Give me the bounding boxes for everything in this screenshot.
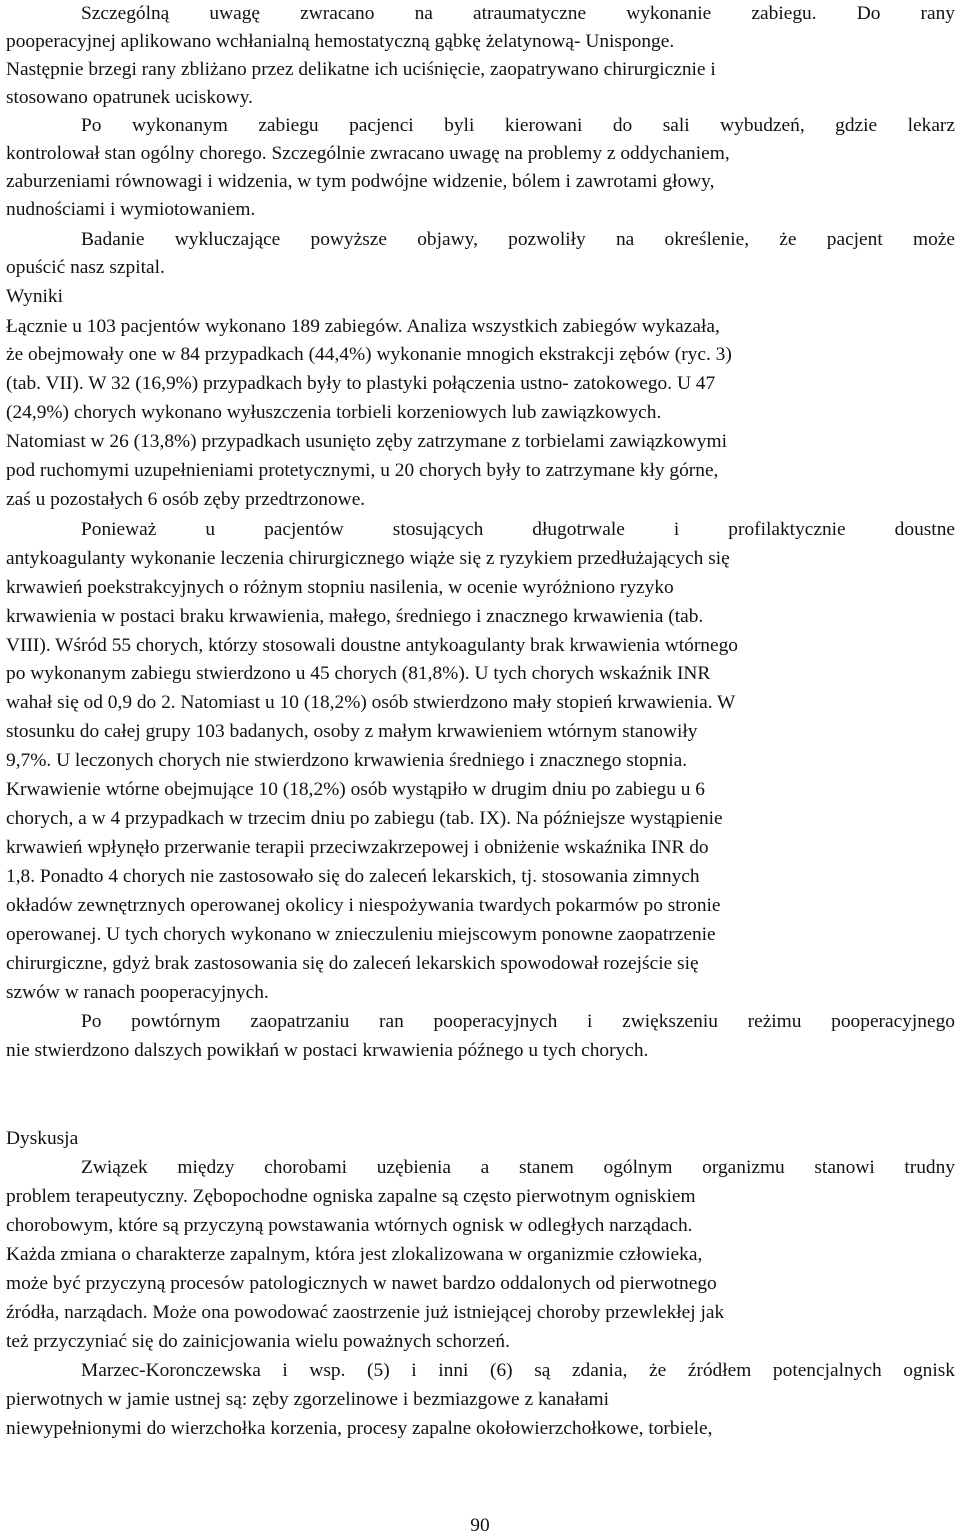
text-line: Po powtórnym zaopatrzaniu ran pooperacyjnych i zwiększeniu reżimu pooperacyjnego (81, 1011, 955, 1032)
text-line: Następnie brzegi rany zbliżano przez delikatne ich uciśnięcie, zaopatrywano chirurgicznie i (6, 59, 716, 80)
text-line: Ponieważ u pacjentów stosujących długotrwale i profilaktycznie doustne (81, 519, 955, 540)
text-line: może być przyczyną procesów patologicznych w nawet bardzo oddalonych od pierwotnego (6, 1273, 717, 1294)
text-line: że obejmowały one w 84 przypadkach (44,4%) wykonanie mnogich ekstrakcji zębów (ryc. 3) (6, 344, 732, 365)
text-line: po wykonanym zabiegu stwierdzono u 45 chorych (81,8%). U tych chorych wskaźnik INR (6, 663, 711, 684)
text-line: zaburzeniami równowagi i widzenia, w tym podwójne widzenie, bólem i zawrotami głowy, (6, 171, 715, 192)
text-line: VIII). Wśród 55 chorych, którzy stosowali doustne antykoagulanty brak krwawienia wtórnego (6, 635, 738, 656)
text-line: kontrolował stan ogólny chorego. Szczególnie zwracano uwagę na problemy z oddychaniem, (6, 143, 730, 164)
text-line: okładów zewnętrznych operowanej okolicy i niespożywania twardych pokarmów po stronie (6, 895, 721, 916)
text-line: nie stwierdzono dalszych powikłań w postaci krwawienia późnego u tych chorych. (6, 1040, 649, 1061)
text-line: Szczególną uwagę zwracano na atraumatyczne wykonanie zabiegu. Do rany (81, 3, 955, 24)
text-line: chorobowym, które są przyczyną powstawania wtórnych ognisk w odległych narządach. (6, 1215, 693, 1236)
text-line: 1,8. Ponadto 4 chorych nie zastosowało się do zaleceń lekarskich, tj. stosowania zimnych (6, 866, 700, 887)
text-line: operowanej. U tych chorych wykonano w znieczuleniu miejscowym ponowne zaopatrzenie (6, 924, 716, 945)
section-heading: Wyniki (6, 286, 63, 307)
text-line: Krwawienie wtórne obejmujące 10 (18,2%) osób wystąpiło w drugim dniu po zabiegu u 6 (6, 779, 705, 800)
text-line: pooperacyjnej aplikowano wchłanialną hemostatyczną gąbkę żelatynową- Unisponge. (6, 31, 675, 52)
text-line: wahał się od 0,9 do 2. Natomiast u 10 (18,2%) osób stwierdzono mały stopień krwawienia. W (6, 692, 736, 713)
text-line: zaś u pozostałych 6 osób zęby przedtrzonowe. (6, 489, 366, 510)
text-line: Łącznie u 103 pacjentów wykonano 189 zabiegów. Analiza wszystkich zabiegów wykazała, (6, 316, 720, 337)
text-line: pod ruchomymi uzupełnieniami protetycznymi, u 20 chorych były to zatrzymane kły górne, (6, 460, 719, 481)
text-line: Natomiast w 26 (13,8%) przypadkach usunięto zęby zatrzymane z torbielami zawiązkowymi (6, 431, 727, 452)
text-line: Po wykonanym zabiegu pacjenci byli kierowani do sali wybudzeń, gdzie lekarz (81, 115, 955, 136)
text-line: (24,9%) chorych wykonano wyłuszczenia torbieli korzeniowych lub zawiązkowych. (6, 402, 662, 423)
text-line: antykoagulanty wykonanie leczenia chirurgicznego wiąże się z ryzykiem przedłużających się (6, 548, 730, 569)
text-line: Związek między chorobami uzębienia a stanem ogólnym organizmu stanowi trudny (81, 1157, 955, 1178)
text-line: pierwotnych w jamie ustnej są: zęby zgorzelinowe i bezmiazgowe z kanałami (6, 1389, 610, 1410)
text-line: źródła, narządach. Może ona powodować zaostrzenie już istniejącej choroby przewlekłej jak (6, 1302, 725, 1323)
text-line: stosunku do całej grupy 103 badanych, osoby z małym krwawieniem wtórnym stanowiły (6, 721, 698, 742)
text-line: 9,7%. U leczonych chorych nie stwierdzono krwawienia średniego i znacznego stopnia. (6, 750, 688, 771)
text-line: chorych, a w 4 przypadkach w trzecim dniu po zabiegu (tab. IX). Na późniejsze wystąpienie (6, 808, 723, 829)
text-line: krwawień poekstrakcyjnych o różnym stopniu nasilenia, w ocenie wyróżniono ryzyko (6, 577, 674, 598)
text-line: problem terapeutyczny. Zębopochodne ogniska zapalne są często pierwotnym ogniskiem (6, 1186, 696, 1207)
text-line: opuścić nasz szpital. (6, 257, 165, 278)
text-line: niewypełnionymi do wierzchołka korzenia, procesy zapalne okołowierzchołkowe, torbiele, (6, 1418, 713, 1439)
text-line: Każda zmiana o charakterze zapalnym, która jest zlokalizowana w organizmie człowieka, (6, 1244, 703, 1265)
text-line: też przyczyniać się do zainicjowania wielu poważnych schorzeń. (6, 1331, 510, 1352)
text-line: (tab. VII). W 32 (16,9%) przypadkach były to plastyki połączenia ustno- zatokowego. U 47 (6, 373, 716, 394)
text-line: stosowano opatrunek uciskowy. (6, 87, 254, 108)
text-line: Badanie wykluczające powyższe objawy, pozwoliły na określenie, że pacjent może (81, 229, 955, 250)
text-line: szwów w ranach pooperacyjnych. (6, 982, 269, 1003)
text-line: Marzec-Koronczewska i wsp. (5) i inni (6) są zdania, że źródłem potencjalnych ognisk (81, 1360, 955, 1381)
text-line: krwawienia w postaci braku krwawienia, małego, średniego i znacznego krwawienia (tab. (6, 606, 704, 627)
text-line: chirurgiczne, gdyż brak zastosowania się do zaleceń lekarskich spowodował rozejście się (6, 953, 699, 974)
text-line: krwawień wpłynęło przerwanie terapii przeciwzakrzepowej i obniżenie wskaźnika INR do (6, 837, 709, 858)
section-heading: Dyskusja (6, 1128, 79, 1149)
page-number: 90 (470, 1515, 490, 1536)
text-line: nudnościami i wymiotowaniem. (6, 199, 256, 220)
